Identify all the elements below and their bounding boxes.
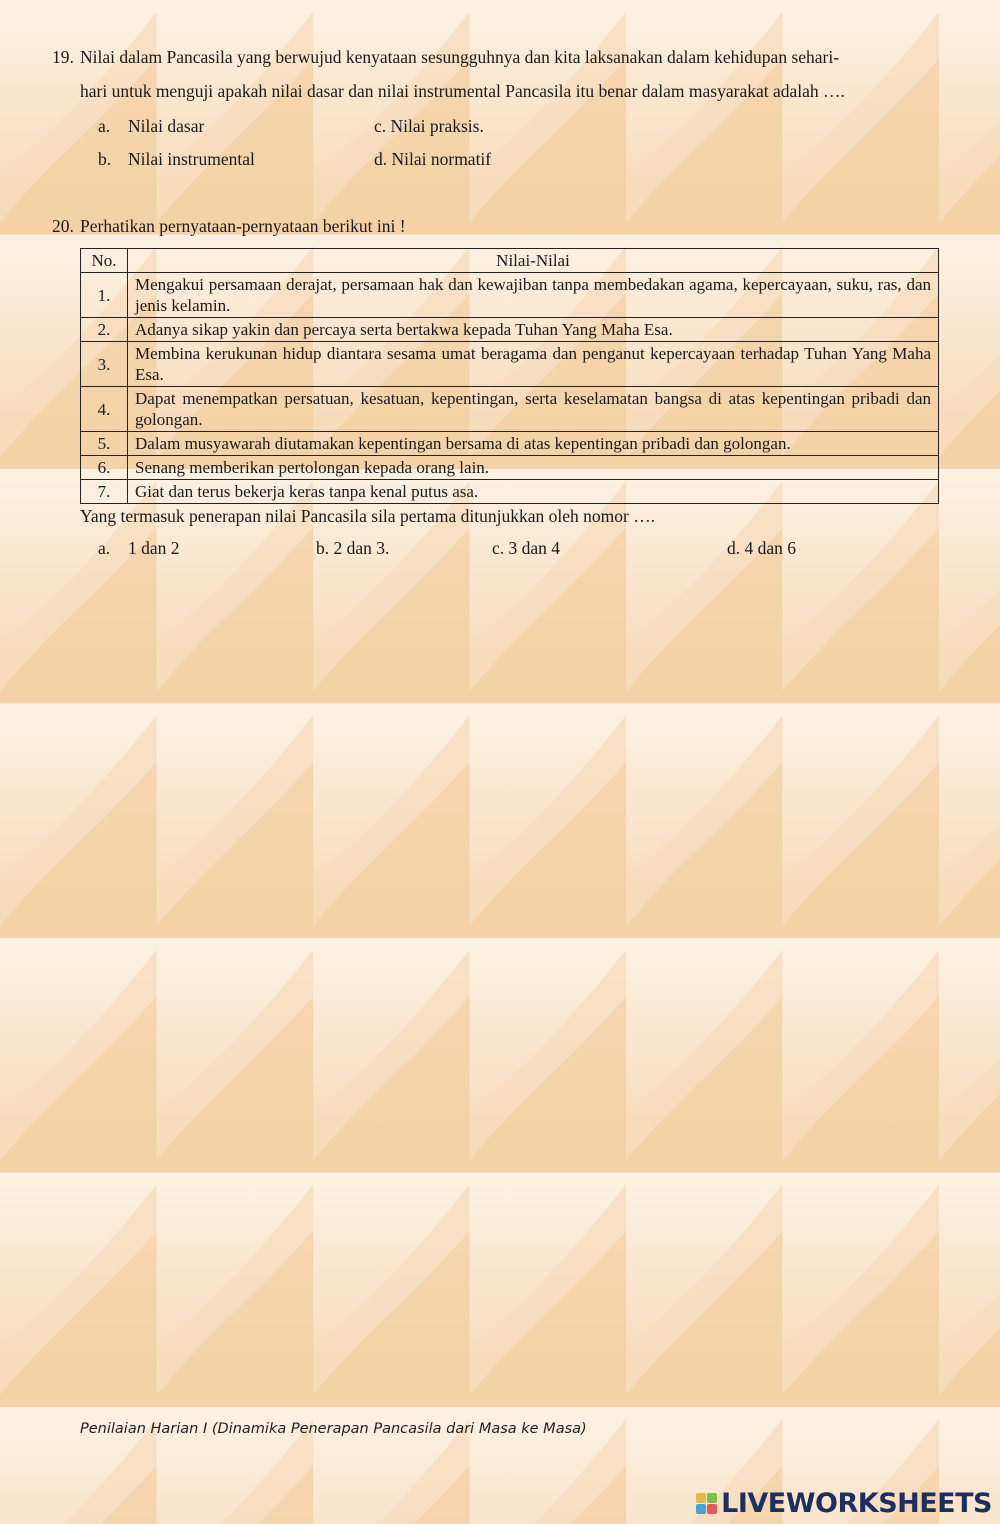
q19-option-b[interactable]: [98, 147, 255, 171]
question-19: [52, 40, 942, 108]
q19-option-a-letter: a.: [98, 116, 111, 136]
table-row: [81, 273, 939, 318]
q20-option-b-letter: b.: [316, 538, 330, 558]
question-19-text-1: Nilai dalam Pancasila yang berwujud kenyataan sesungguhnya dan kita laksanakan dalam kehidupan sehari-: [80, 47, 840, 67]
brand-tile-icon: [707, 1504, 717, 1514]
q19-option-c[interactable]: [374, 114, 484, 138]
brand-tile-icon: [707, 1493, 717, 1503]
row-number: 6.: [81, 456, 128, 480]
q19-option-a[interactable]: [98, 114, 204, 138]
q20-option-d-letter: d.: [727, 538, 741, 558]
q20-option-a[interactable]: [98, 536, 180, 560]
q19-option-c-text: Nilai praksis.: [390, 116, 484, 136]
footer-caption: Penilaian Harian I (Dinamika Penerapan Pancasila dari Masa ke Masa): [80, 1421, 587, 1437]
row-number: 5.: [81, 432, 128, 456]
brand-name: LIVEWORKSHEETS: [721, 1488, 992, 1519]
row-number: 7.: [81, 480, 128, 504]
table-row: [81, 456, 939, 480]
row-number: 3.: [81, 342, 128, 387]
question-19-line-2: hari untuk menguji apakah nilai dasar dan nilai instrumental Pancasila itu benar dalam masyarakat adalah ….: [80, 81, 845, 101]
table-row: [81, 387, 939, 432]
q20-option-c-text: 3 dan 4: [508, 538, 561, 558]
q19-option-d-letter: d.: [374, 149, 388, 169]
q20-option-b-text: 2 dan 3.: [333, 538, 390, 558]
row-text: Dalam musyawarah diutamakan kepentingan bersama di atas kepentingan pribadi dan golongan.: [128, 432, 939, 456]
q19-option-b-letter: b.: [98, 149, 112, 169]
question-20-prompt-text: Perhatikan pernyataan-pernyataan berikut ini !: [80, 216, 406, 236]
brand-tile-icon: [696, 1504, 706, 1514]
q19-option-d[interactable]: [374, 147, 491, 171]
row-number: 4.: [81, 387, 128, 432]
row-number: 1.: [81, 273, 128, 318]
q20-option-d-text: 4 dan 6: [744, 538, 797, 558]
q20-option-b[interactable]: [316, 536, 389, 560]
table-row: [81, 432, 939, 456]
row-text: Membina kerukunan hidup diantara sesama umat beragama dan penganut kepercayaan terhadap Tuhan Yang Maha Esa.: [128, 342, 939, 387]
q20-option-c[interactable]: [492, 536, 560, 560]
question-20-text: Yang termasuk penerapan nilai Pancasila sila pertama ditunjukkan oleh nomor ….: [80, 506, 656, 526]
q20-option-a-letter: a.: [98, 538, 111, 558]
question-19-line-1: [52, 40, 942, 74]
table-header-values: Nilai-Nilai: [128, 249, 939, 273]
q20-option-a-text: 1 dan 2: [128, 538, 180, 558]
table-header-no: No.: [81, 249, 128, 273]
q19-option-b-text: Nilai instrumental: [128, 149, 255, 169]
row-text: Giat dan terus bekerja keras tanpa kenal putus asa.: [128, 480, 939, 504]
table-row: [81, 318, 939, 342]
question-20-number: 20.: [52, 216, 74, 236]
table-header-row: [81, 249, 939, 273]
q20-option-d[interactable]: [727, 536, 796, 560]
brand-tile-icon: [696, 1493, 706, 1503]
q19-option-c-letter: c.: [374, 116, 387, 136]
statements-table: [80, 248, 939, 504]
row-text: Adanya sikap yakin dan percaya serta bertakwa kepada Tuhan Yang Maha Esa.: [128, 318, 939, 342]
liveworksheets-logo[interactable]: [696, 1488, 992, 1519]
row-text: Dapat menempatkan persatuan, kesatuan, kepentingan, serta keselamatan bangsa di atas kepentingan pribadi dan golongan.: [128, 387, 939, 432]
row-text: Mengakui persamaan derajat, persamaan hak dan kewajiban tanpa membedakan agama, kepercayaan, suku, ras, dan jenis kelamin.: [128, 273, 939, 318]
q19-option-a-text: Nilai dasar: [128, 116, 205, 136]
table-row: [81, 342, 939, 387]
table-row: [81, 480, 939, 504]
q20-option-c-letter: c.: [492, 538, 505, 558]
brand-grid-icon: [696, 1493, 717, 1514]
question-20-prompt: [52, 214, 406, 238]
question-19-number: 19.: [52, 47, 74, 67]
row-text: Senang memberikan pertolongan kepada orang lain.: [128, 456, 939, 480]
q19-option-d-text: Nilai normatif: [391, 149, 492, 169]
row-number: 2.: [81, 318, 128, 342]
